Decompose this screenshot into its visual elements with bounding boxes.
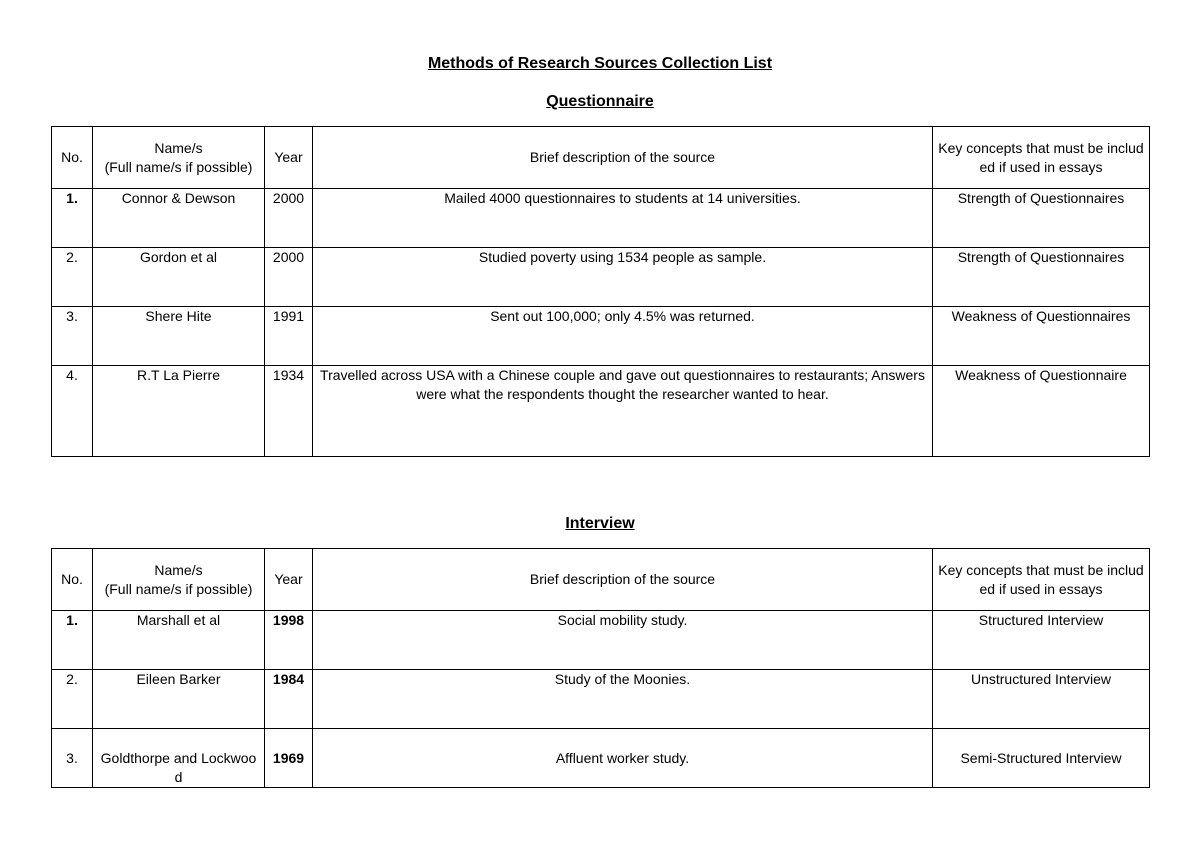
table-row bbox=[52, 248, 1150, 307]
table-row bbox=[52, 366, 1150, 457]
document-title: Methods of Research Sources Collection List bbox=[427, 55, 773, 72]
questionnaire-table bbox=[51, 126, 1150, 457]
row-no: 4. bbox=[52, 366, 93, 457]
table-header-row bbox=[52, 127, 1150, 189]
row-no: 3. bbox=[52, 729, 93, 788]
row-key-concept: Weakness of Questionnaires bbox=[933, 307, 1150, 366]
row-key-concept: Weakness of Questionnaire bbox=[933, 366, 1150, 457]
header-name-label: Name/s bbox=[154, 139, 203, 156]
row-year: 2000 bbox=[265, 189, 313, 248]
header-name-sub: (Full name/s if possible) bbox=[104, 158, 253, 175]
header-year: Year bbox=[265, 127, 313, 189]
header-key-concepts: Key concepts that must be included if used in essays bbox=[933, 549, 1150, 611]
row-description: Studied poverty using 1534 people as sample. bbox=[313, 248, 933, 307]
row-year: 1969 bbox=[265, 729, 313, 788]
row-description: Mailed 4000 questionnaires to students at 14 universities. bbox=[313, 189, 933, 248]
header-description: Brief description of the source bbox=[313, 549, 933, 611]
row-key-concept: Semi-Structured Interview bbox=[933, 729, 1150, 788]
row-no: 1. bbox=[52, 189, 93, 248]
row-name: Marshall et al bbox=[93, 611, 265, 670]
row-no: 2. bbox=[52, 670, 93, 729]
row-no: 1. bbox=[52, 611, 93, 670]
row-description: Sent out 100,000; only 4.5% was returned. bbox=[313, 307, 933, 366]
table-row bbox=[52, 729, 1150, 788]
table-row bbox=[52, 670, 1150, 729]
row-key-concept: Unstructured Interview bbox=[933, 670, 1150, 729]
table-row bbox=[52, 189, 1150, 248]
header-name-label: Name/s bbox=[154, 561, 203, 578]
header-name bbox=[93, 127, 265, 189]
row-key-concept: Strength of Questionnaires bbox=[933, 189, 1150, 248]
header-no: No. bbox=[52, 127, 93, 189]
table-row bbox=[52, 611, 1150, 670]
row-year: 1991 bbox=[265, 307, 313, 366]
interview-section-title: Interview bbox=[565, 515, 635, 532]
row-year: 1934 bbox=[265, 366, 313, 457]
header-name bbox=[93, 549, 265, 611]
row-no: 2. bbox=[52, 248, 93, 307]
header-year: Year bbox=[265, 549, 313, 611]
row-key-concept: Strength of Questionnaires bbox=[933, 248, 1150, 307]
row-year: 1984 bbox=[265, 670, 313, 729]
table-row bbox=[52, 307, 1150, 366]
row-year: 2000 bbox=[265, 248, 313, 307]
interview-table bbox=[51, 548, 1150, 788]
row-key-concept: Structured Interview bbox=[933, 611, 1150, 670]
row-description: Travelled across USA with a Chinese couple and gave out questionnaires to restaurants; Answers were what the respondents thought the researcher wanted to hear. bbox=[313, 366, 933, 457]
row-year: 1998 bbox=[265, 611, 313, 670]
header-description: Brief description of the source bbox=[313, 127, 933, 189]
row-name: R.T La Pierre bbox=[93, 366, 265, 457]
row-name: Goldthorpe and Lockwood bbox=[93, 729, 265, 788]
row-description: Social mobility study. bbox=[313, 611, 933, 670]
row-name: Shere Hite bbox=[93, 307, 265, 366]
table-header-row bbox=[52, 549, 1150, 611]
row-no: 3. bbox=[52, 307, 93, 366]
header-name-sub: (Full name/s if possible) bbox=[104, 580, 253, 597]
row-description: Study of the Moonies. bbox=[313, 670, 933, 729]
questionnaire-section-title: Questionnaire bbox=[546, 93, 654, 110]
row-name: Connor & Dewson bbox=[93, 189, 265, 248]
header-no: No. bbox=[52, 549, 93, 611]
row-name: Gordon et al bbox=[93, 248, 265, 307]
row-description: Affluent worker study. bbox=[313, 729, 933, 788]
row-name: Eileen Barker bbox=[93, 670, 265, 729]
header-key-concepts: Key concepts that must be included if used in essays bbox=[933, 127, 1150, 189]
